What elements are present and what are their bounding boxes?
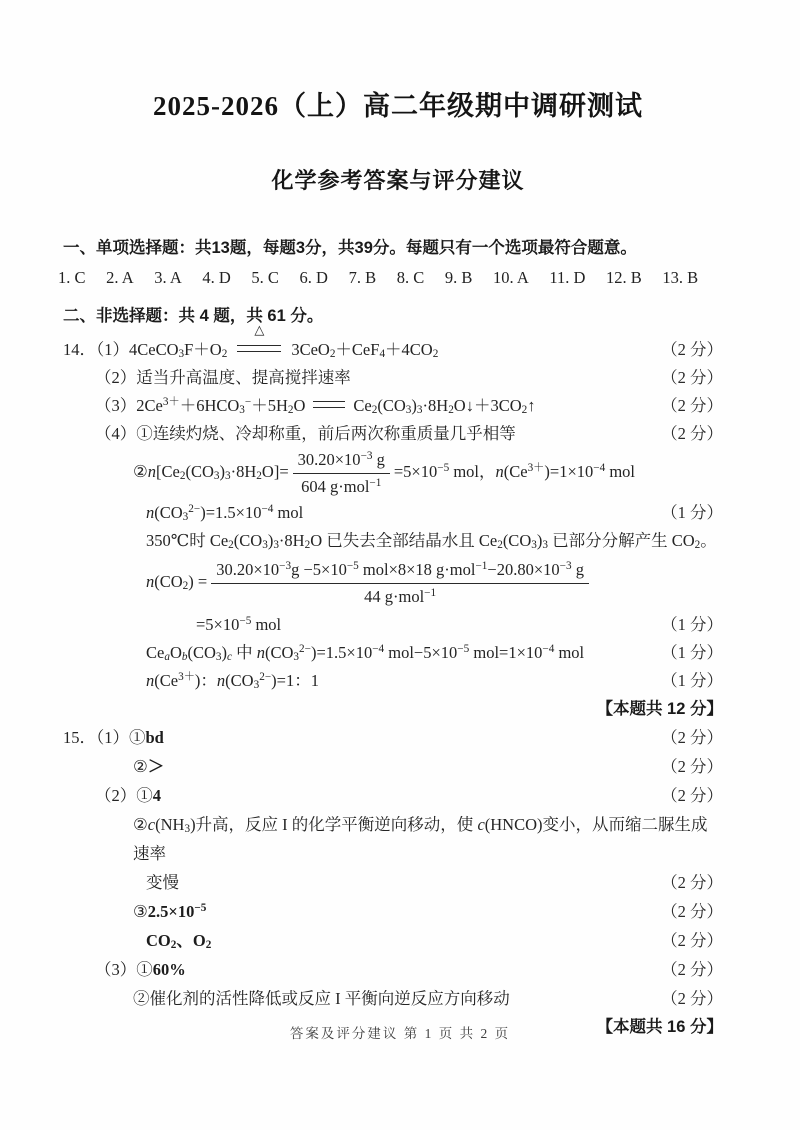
fraction-denominator: 44 g·mol$^{-1}$ (364, 586, 437, 606)
q15-line-6 (133, 897, 723, 926)
q15-answer-3: （2）①4 (95, 786, 161, 805)
q14-line-1 (63, 322, 723, 364)
q14-line-8 (146, 555, 723, 611)
q14-line-4 (95, 420, 723, 448)
score-badge: （2 分） (661, 396, 723, 415)
q15-line-3 (95, 781, 723, 810)
q15-answer-6: $③2.5\times 10^{-5}$ (133, 901, 207, 921)
multiple-choice-answers: 1. C 2. A 3. A 4. D 5. C 6. D 7. B 8. C 9. B 10. A 11. D 12. B 13. B (58, 268, 699, 287)
q15-line-1 (63, 723, 723, 752)
q15-line-2 (133, 752, 723, 781)
q14-answer-1: 14．$(1)4CeCO_3F+O_2$ △ $3CeO_2+CeF_4+4CO_2$ (63, 322, 439, 361)
score-badge: （1 分） (661, 615, 723, 634)
score-badge: （2 分） (661, 340, 723, 359)
page-footer: 答案及评分建议 第 1 页 共 2 页 (289, 1026, 511, 1041)
score-badge: （2 分） (661, 728, 723, 747)
q14-line-9 (196, 611, 723, 639)
score-badge: （2 分） (661, 424, 723, 443)
score-badge: （2 分） (661, 989, 723, 1008)
q14-line-11 (146, 667, 723, 695)
q15-answer-4: $②c(NH_3)$升高，反应 I 的化学平衡逆向移动，使 c(HNCO)变小，从而缩二脲生成速率 (133, 815, 708, 863)
question-15-block (63, 723, 723, 1042)
score-badge: （1 分） (661, 503, 723, 522)
page-title: 2025-2026（上）高二年级期中调研测试 (153, 91, 643, 121)
score-badge: （2 分） (661, 786, 723, 805)
q14-calc-1 (133, 448, 723, 499)
score-badge: （2 分） (661, 757, 723, 776)
q14-answer-2: （2）适当升高温度、提高搅拌速率 (95, 368, 351, 387)
calc-lhs: $n(CO_2)$ = (146, 571, 208, 593)
question-14-block (63, 322, 723, 723)
q14-explanation: 350℃时 $Ce_2(CO_3)_3\cdot 8H_2O$ 已失去全部结晶水且 $Ce_2(CO_3)_3$ 已部分分解产生 $CO_2$。 (146, 531, 717, 552)
q14-answer-3: $(3)2Ce^{3+}+6HCO_3^-+5H_2O$ $Ce_2(CO_3)_3\cdot 8H_2O↓+3CO_2↑$ (95, 395, 536, 417)
fraction-numerator: $30.20\times 10^{-3}g -5\times 10^{-5}$ mol×8×18 $g\cdot mol^{-1}-20.80\times 10^{-3}$ g (211, 558, 589, 584)
q15-answer-7: $CO_2$、$O_2$ (146, 931, 212, 952)
score-badge: （2 分） (661, 368, 723, 387)
q15-answer-2: ②＞ (133, 757, 165, 776)
q14-line-2 (95, 364, 723, 392)
double-equals-symbol (313, 401, 345, 408)
q14-answer-9: $=5\times 10^{-5}$ mol (196, 614, 282, 634)
fraction-denominator: 604 g·mol$^{-1}$ (301, 476, 382, 496)
q15-answer-5: 变慢 (146, 873, 179, 892)
score-badge: （2 分） (661, 873, 723, 892)
calc-rhs: $=5\times 10^{-5}$ mol，$n(Ce^{3+})=1\times 10^{-4}$ mol (393, 462, 635, 482)
q14-total-score (63, 695, 723, 723)
delta-over-equals-symbol (237, 322, 281, 352)
q14-answer-6: $n(CO_3^{2-})=1.5\times 10^{-4}$ mol (146, 502, 304, 524)
score-badge: （2 分） (661, 902, 723, 921)
q14-calc-2 (146, 558, 723, 609)
section2-heading: 二、非选择题：共 4 题，共 61 分。 (63, 307, 324, 325)
q15-answer-8: （3）①60% (95, 960, 186, 979)
q14-line-7 (146, 527, 723, 555)
q14-line-5 (133, 448, 723, 499)
score-badge: （1 分） (661, 671, 723, 690)
q15-line-5 (146, 868, 723, 897)
fraction (211, 558, 589, 609)
q15-answer-1: 15．（1）①bd (63, 728, 164, 747)
q15-line-4 (133, 810, 723, 868)
score-badge: （2 分） (661, 960, 723, 979)
delta-condition-icon: △ (254, 322, 265, 337)
fraction-numerator: $30.20\times 10^{-3}$ g (293, 448, 390, 474)
q14-line-10 (146, 639, 723, 667)
total-score-label: 【本题共 16 分】 (596, 1018, 723, 1036)
q15-line-7 (146, 926, 723, 955)
q15-line-8 (95, 955, 723, 984)
q14-answer-11: $n(Ce^{3+})$：$n(CO_3^{2-})=1$：1 (146, 670, 319, 692)
fraction (293, 448, 390, 499)
score-badge: （2 分） (661, 931, 723, 950)
score-badge: （1 分） (661, 643, 723, 662)
q14-answer-10: $Ce_aO_b(CO_3)_c$ 中 $n(CO_3^{2-})=1.5\times 10^{-4}$ $mol-5\times 10^{-5}$ $mol=1\times 10^{-4}$ mol (146, 642, 585, 664)
q14-answer-4: （4）①连续灼烧、冷却称重，前后两次称重质量几乎相等 (95, 424, 516, 443)
q15-line-9 (133, 984, 723, 1013)
q15-answer-9: ②催化剂的活性降低或反应 I 平衡向逆反应方向移动 (133, 989, 510, 1008)
calc-lhs: $②n[Ce_2(CO_3)_3\cdot 8H_2O]=$ (133, 462, 289, 483)
section1-heading: 一、单项选择题：共13题，每题3分，共39分。每题只有一个选项最符合题意。 (63, 239, 637, 257)
q14-line-6 (146, 499, 723, 527)
total-score-label: 【本题共 12 分】 (596, 700, 723, 718)
page-subtitle: 化学参考答案与评分建议 (271, 168, 525, 193)
q14-line-3 (95, 392, 723, 420)
